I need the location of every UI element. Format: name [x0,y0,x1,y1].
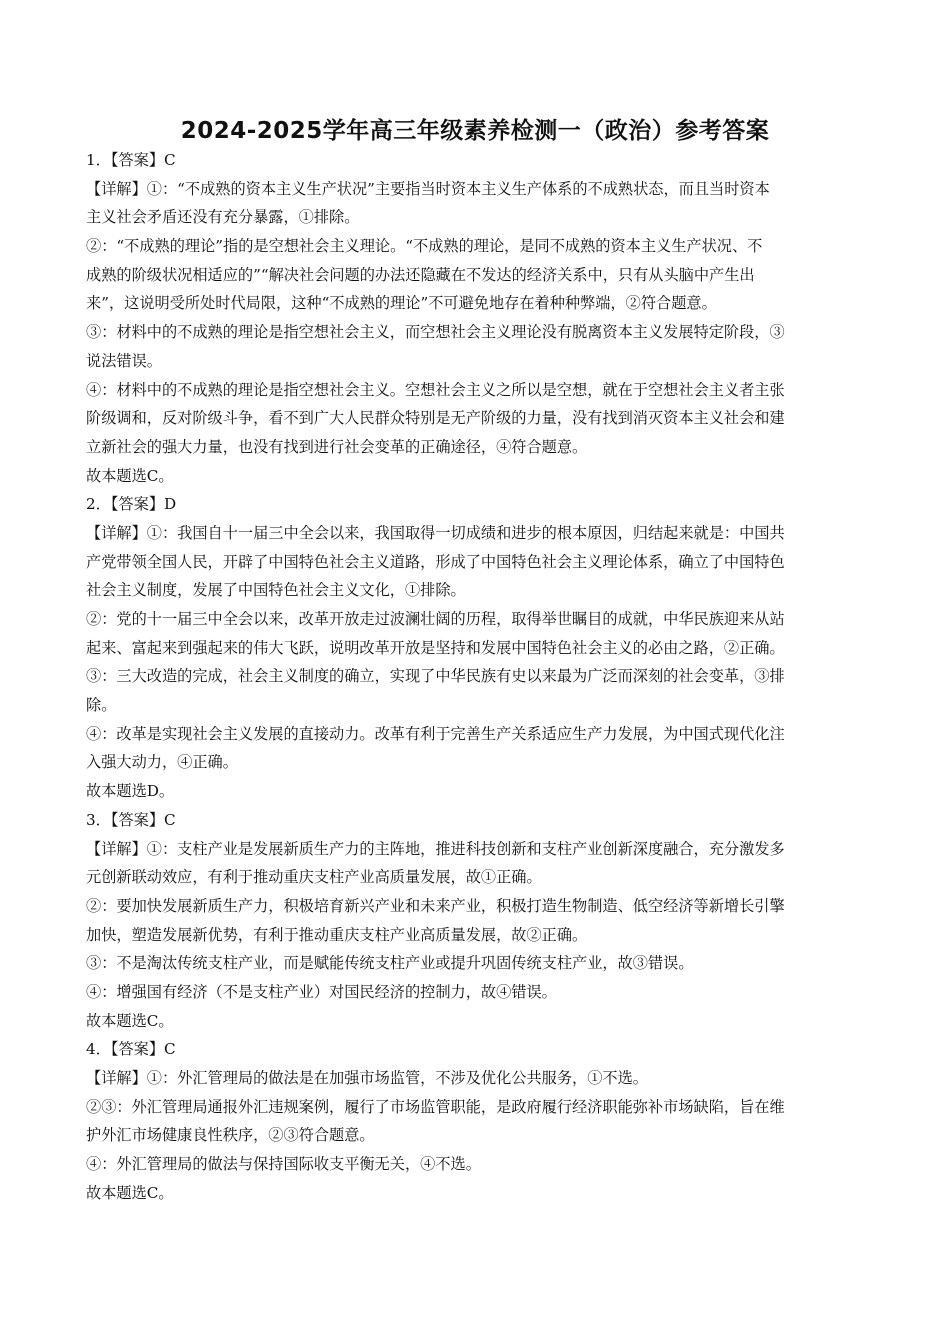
page-title: 2024-2025学年高三年级素养检测一（政治）参考答案 [180,118,770,144]
text-line: 社会主义制度，发展了中国特色社会主义文化，①排除。 [86,581,466,600]
text-line: 【详解】①：我国自十一届三中全会以来，我国取得一切成绩和进步的根本原因，归结起来就是：中国共 [86,523,785,542]
text-line: 【详解】①：支柱产业是发展新质生产力的主阵地，推进科技创新和支柱产业创新深度融合，充分激发多 [86,839,785,858]
text-line: ④：改革是实现社会主义发展的直接动力。改革有利于完善生产关系适应生产力发展，为中国式现代化注 [86,724,785,743]
text-line: 成熟的阶级状况相适应的”“解决社会问题的办法还隐藏在不发达的经济关系中，只有从头脑中产生出 [86,265,755,284]
text-line: 【详解】①：“不成熟的资本主义生产状况”主要指当时资本主义生产体系的不成熟状态，而且当时资本 [86,179,770,198]
text-line: 3．【答案】C [86,810,176,829]
text-line: ②：要加快发展新质生产力，积极培育新兴产业和未来产业，积极打造生物制造、低空经济等新增长引擎 [86,896,785,915]
answer-content [86,146,861,1207]
text-line: ④：外汇管理局的做法与保持国际收支平衡无关，④不选。 [86,1155,481,1174]
text-line: 护外汇市场健康良性秩序，②③符合题意。 [86,1126,375,1145]
text-line: ②：“不成熟的理论”指的是空想社会主义理论。“不成熟的理论，是同不成熟的资本主义生产状况、不 [86,237,763,256]
text-line: 故本题选C。 [86,1011,174,1030]
text-line: 阶级调和，反对阶级斗争，看不到广大人民群众特别是无产阶级的力量，没有找到消灭资本主义社会和建 [86,409,785,428]
text-line: 主义社会矛盾还没有充分暴露，①排除。 [86,208,360,227]
text-line: ④：增强国有经济（不是支柱产业）对国民经济的控制力，故④错误。 [86,982,557,1001]
text-line: ③：三大改造的完成，社会主义制度的确立，实现了中华民族有史以来最为广泛而深刻的社会变革，③排 [86,667,785,686]
text-line: ③：材料中的不成熟的理论是指空想社会主义，而空想社会主义理论没有脱离资本主义发展特定阶段，③ [86,323,785,342]
text-line: 除。 [86,696,117,715]
text-line: 起来、富起来到强起来的伟大飞跃，说明改革开放是坚持和发展中国特色社会主义的必由之路，②正确。 [86,638,785,657]
text-line: 4．【答案】C [86,1040,176,1059]
text-line: 立新社会的强大力量，也没有找到进行社会变革的正确途径，④符合题意。 [86,437,588,456]
text-line: 1．【答案】C [86,151,176,169]
text-line: 2．【答案】D [86,495,177,514]
text-line: 产党带领全国人民，开辟了中国特色社会主义道路，形成了中国特色社会主义理论体系，确立了中国特色 [86,552,785,571]
text-line: 【详解】①：外汇管理局的做法是在加强市场监管，不涉及优化公共服务，①不选。 [86,1069,648,1087]
text-line: 说法错误。 [86,351,162,370]
text-line: 故本题选D。 [86,782,175,801]
text-line: ③：不是淘汰传统支柱产业，而是赋能传统支柱产业或提升巩固传统支柱产业，故③错误。 [86,954,694,973]
text-line: ④：材料中的不成熟的理论是指空想社会主义。空想社会主义之所以是空想，就在于空想社会主义者主张 [86,380,785,399]
text-line: ②：党的十一届三中全会以来，改革开放走过波澜壮阔的历程，取得举世瞩目的成就，中华民族迎来从站 [86,610,785,628]
text-line: 故本题选C。 [86,1183,174,1202]
text-line: ②③：外汇管理局通报外汇违规案例，履行了市场监管职能，是政府履行经济职能弥补市场缺陷，旨在维 [86,1097,785,1116]
text-line: 入强大动力，④正确。 [86,753,238,772]
text-line: 故本题选C。 [86,466,174,485]
text-line: 来”，这说明受所处时代局限，这种“不成熟的理论”不可避免地存在着种种弊端，②符合题意。 [86,294,717,313]
text-line: 加快，塑造发展新优势，有利于推动重庆支柱产业高质量发展，故②正确。 [86,925,588,944]
text-line: 元创新联动效应，有利于推动重庆支柱产业高质量发展，故①正确。 [86,868,542,887]
